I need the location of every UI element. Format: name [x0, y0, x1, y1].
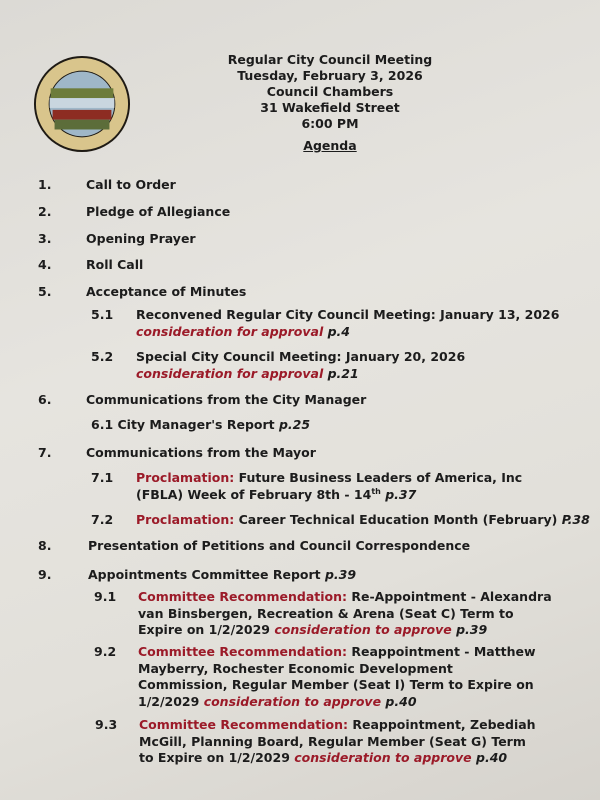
- meeting-date: Tuesday, February 3, 2026: [237, 68, 423, 83]
- item-number: 8.: [38, 538, 52, 553]
- item-text: Acceptance of Minutes: [86, 284, 247, 299]
- meeting-time: 6:00 PM: [301, 116, 359, 131]
- meeting-title: Regular City Council Meeting: [227, 52, 433, 67]
- item-text: Presentation of Petitions and Council Correspondence: [88, 538, 471, 553]
- subitem-text: Reconvened Regular City Council Meeting: January 13, 2026 consideration for approval p.4: [136, 307, 560, 339]
- subitem-number: 9.2: [94, 644, 117, 659]
- subitem-number: 7.2: [91, 512, 114, 527]
- item-text: Communications from the Mayor: [86, 445, 316, 460]
- item-text: Pledge of Allegiance: [86, 204, 231, 219]
- item-number: 2.: [38, 204, 52, 219]
- item-number: 4.: [38, 257, 52, 272]
- subitem-text: Proclamation: Career Technical Education Month (February) P.38: [136, 512, 590, 527]
- subitem-text: Proclamation: Future Business Leaders of America, Inc (FBLA) Week of February 8th - 14th p.37: [136, 470, 523, 502]
- subitem-number: 9.3: [95, 717, 118, 732]
- subitem-text: Committee Recommendation: Reappointment - Matthew Mayberry, Rochester Economic Development Commission, Regular Member (Seat I) Term to Expire on 1/2/2029 consideration to approve p.40: [138, 644, 536, 709]
- item-number: 3.: [38, 231, 52, 246]
- subitem-number: 5.2: [91, 349, 114, 364]
- item-text: Roll Call: [86, 257, 144, 272]
- meeting-address: 31 Wakefield Street: [260, 100, 400, 115]
- item-number: 9.: [38, 567, 52, 582]
- meeting-location: Council Chambers: [266, 84, 394, 99]
- item-text: Opening Prayer: [86, 231, 196, 246]
- subitem-text: Special City Council Meeting: January 20, 2026 consideration for approval p.21: [136, 349, 466, 381]
- subitem-number: 7.1: [91, 470, 114, 485]
- item-number: 7.: [38, 445, 52, 460]
- subitem-text: Committee Recommendation: Reappointment, Zebediah McGill, Planning Board, Regular Member (Seat G) Term to Expire on 1/2/2029 consideration to approve p.40: [139, 717, 536, 765]
- item-number: 1.: [38, 177, 52, 192]
- item-text: Communications from the City Manager: [86, 392, 367, 407]
- subitem-text: Committee Recommendation: Re-Appointment - Alexandra van Binsbergen, Recreation & Arena (Seat C) Term to Expire on 1/2/2029 consideration to approve p.39: [138, 589, 552, 637]
- item-number: 5.: [38, 284, 52, 299]
- city-seal-logo: [33, 55, 131, 153]
- item-text: Call to Order: [86, 177, 176, 192]
- subitem-number: 5.1: [91, 307, 114, 322]
- agenda-heading: Agenda: [303, 138, 357, 153]
- agenda-subitem: 6.1 City Manager's Report p.25: [91, 417, 311, 432]
- item-number: 6.: [38, 392, 52, 407]
- subitem-number: 9.1: [94, 589, 117, 604]
- item-text: Appointments Committee Report p.39: [88, 567, 357, 582]
